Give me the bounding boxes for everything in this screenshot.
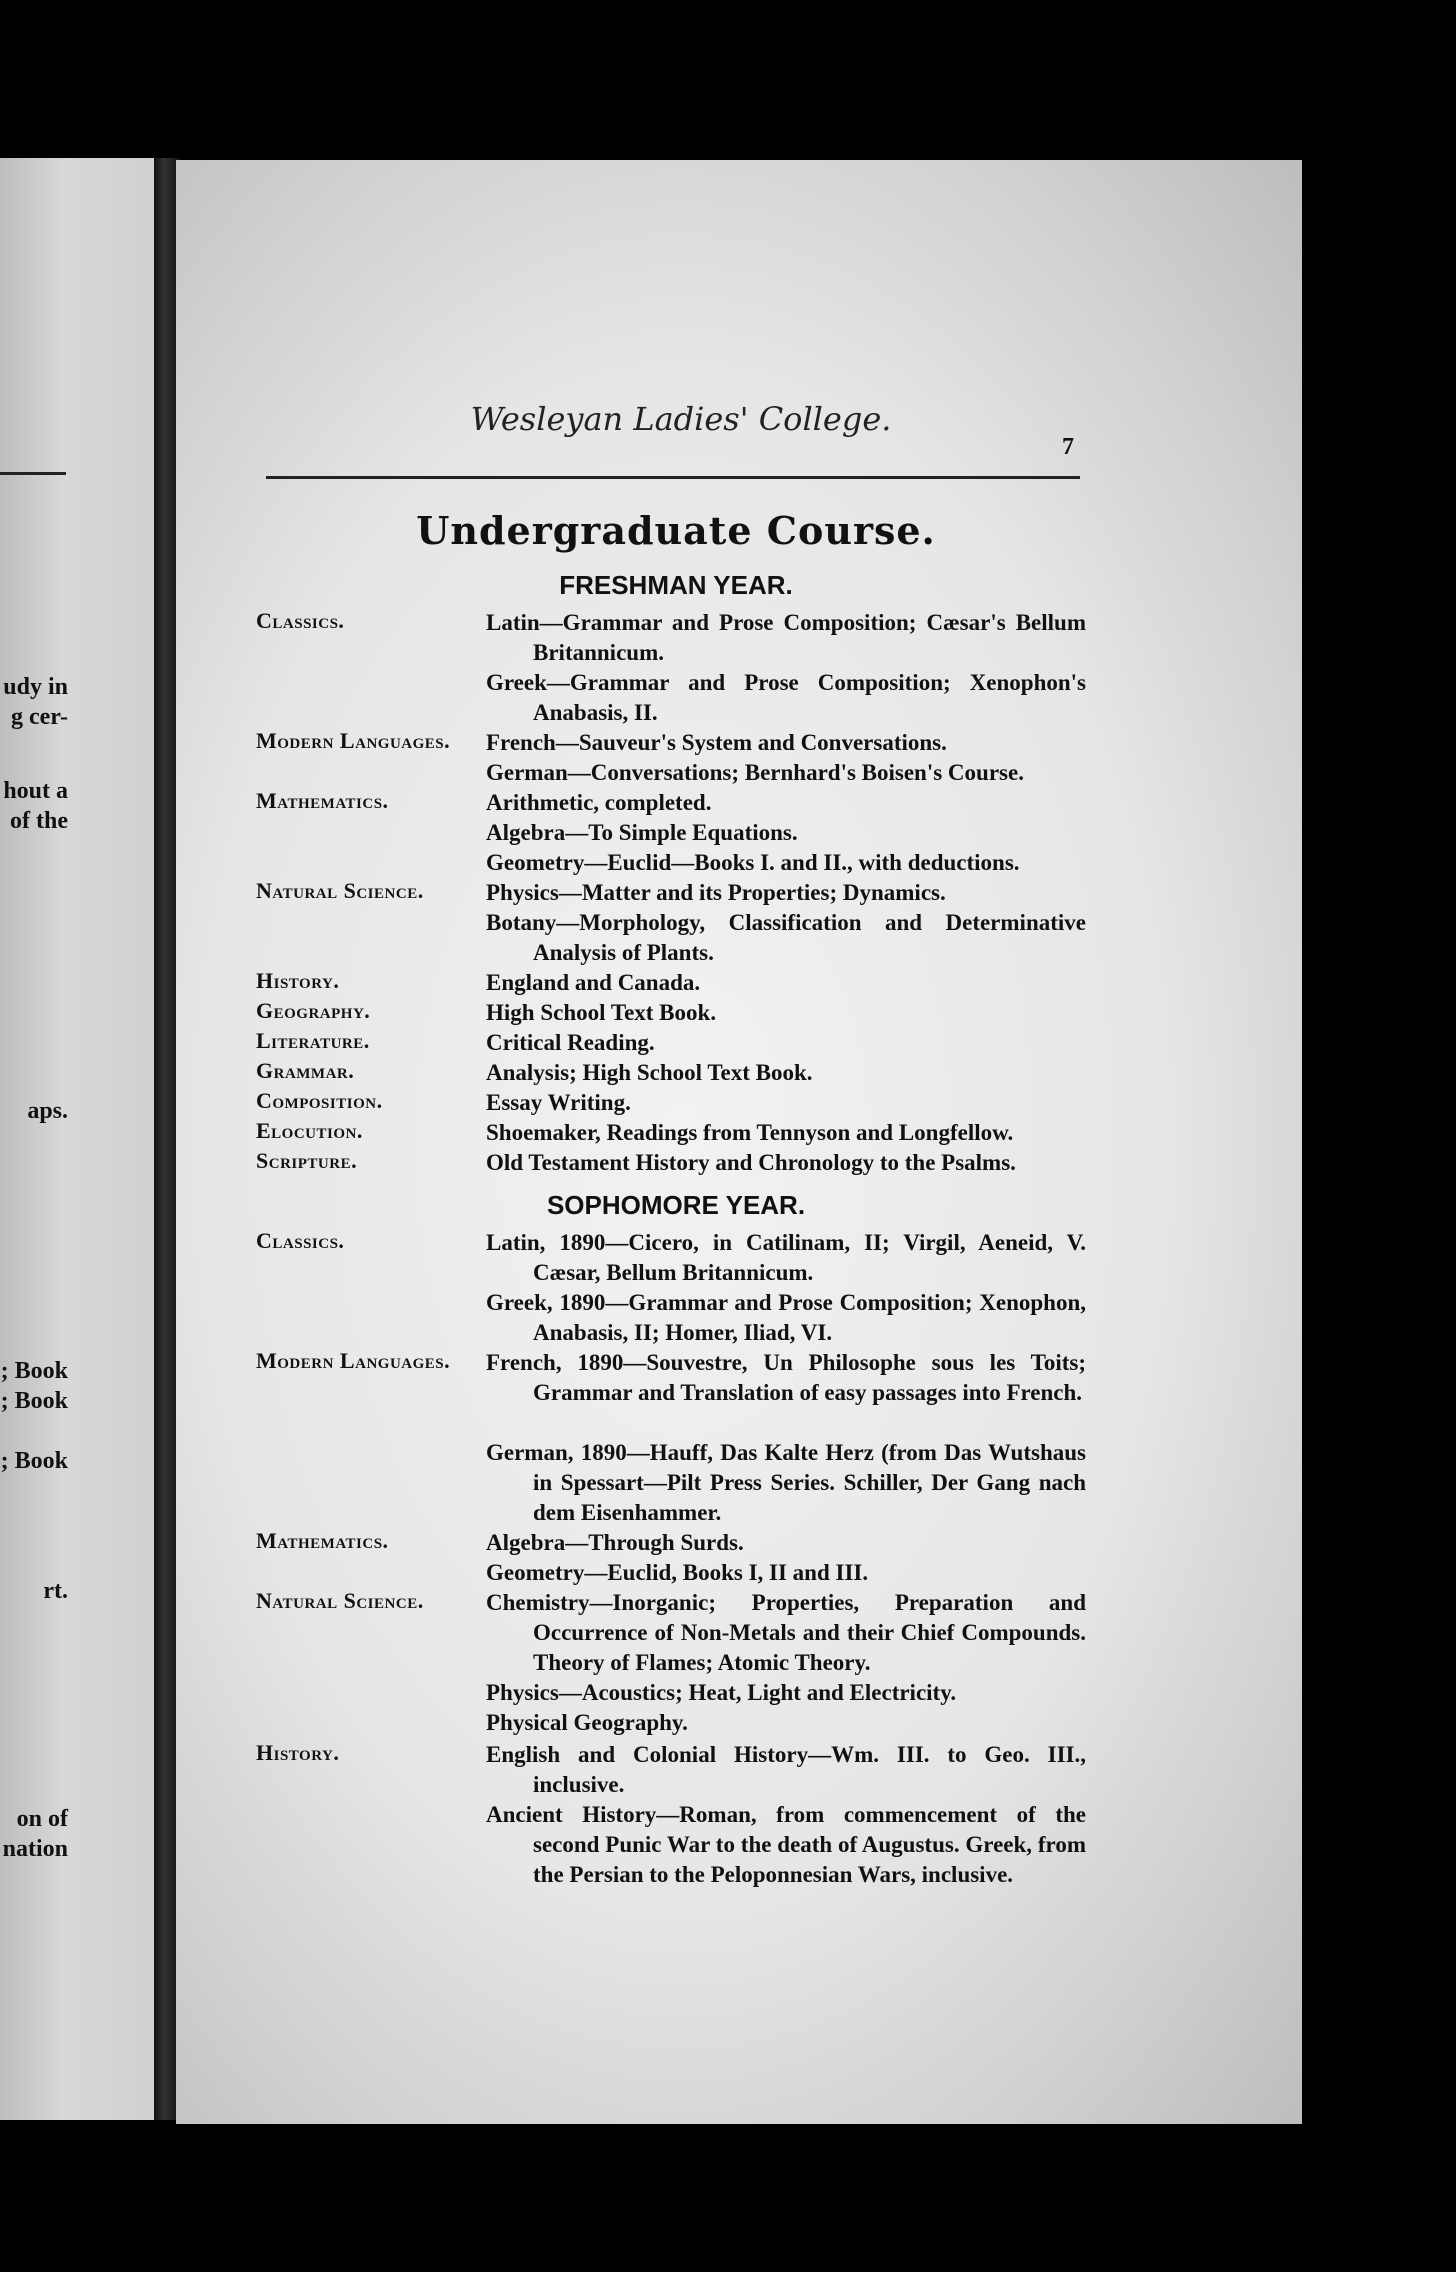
course-entry: English and Colonial History—Wm. III. to Geo. III., inclusive. xyxy=(486,1742,1086,1797)
course-entry: Old Testament History and Chronology to the Psalms. xyxy=(486,1150,1016,1175)
header-rule xyxy=(266,476,1080,479)
facing-page-rule xyxy=(0,472,66,475)
facing-page-fragment: g cer- xyxy=(10,704,68,730)
facing-page-fragment: of the xyxy=(10,808,68,834)
course-entry: High School Text Book. xyxy=(486,1000,717,1025)
subject-label: Mathematics. xyxy=(256,1528,389,1553)
facing-page-fragment: ; Book xyxy=(0,1448,68,1474)
facing-page-fragment: hout a xyxy=(3,778,68,804)
document-page xyxy=(176,160,1302,2124)
facing-page-fragment: udy in xyxy=(3,674,68,700)
course-entry: Ancient History—Roman, from commencement of the second Punic War to the death of Augustus. Greek, from the Persian to the Peloponnesian Wars, inclusive. xyxy=(486,1802,1086,1887)
course-entry: Algebra—Through Surds. xyxy=(486,1530,744,1555)
subject-label: Classics. xyxy=(256,608,345,633)
course-entry: Latin, 1890—Cicero, in Catilinam, II; Virgil, Aeneid, V. Cæsar, Bellum Britannicum. xyxy=(486,1230,1086,1285)
course-entry: England and Canada. xyxy=(486,970,701,995)
page-number: 7 xyxy=(1062,434,1074,460)
course-entry: Greek—Grammar and Prose Composition; Xenophon's Anabasis, II. xyxy=(486,670,1086,725)
course-entry: Physics—Matter and its Properties; Dynamics. xyxy=(486,880,946,905)
section-heading-sophomore: SOPHOMORE YEAR. xyxy=(546,1190,806,1220)
course-entry: Greek, 1890—Grammar and Prose Composition; Xenophon, Anabasis, II; Homer, Iliad, VI. xyxy=(486,1290,1086,1345)
facing-page-fragment: nation xyxy=(2,1836,68,1862)
subject-label: Composition. xyxy=(256,1088,383,1113)
running-head: Wesleyan Ladies' College. xyxy=(470,400,892,438)
subject-label: Literature. xyxy=(256,1028,370,1053)
subject-label: Elocution. xyxy=(256,1118,363,1143)
course-entry: French—Sauveur's System and Conversations. xyxy=(486,730,947,755)
subject-label: Mathematics. xyxy=(256,788,389,813)
section-heading-freshman: FRESHMAN YEAR. xyxy=(559,570,793,600)
course-entry: Geometry—Euclid—Books I. and II., with deductions. xyxy=(486,850,1020,875)
facing-page-fragment: ; Book xyxy=(0,1358,68,1384)
subject-label: Modern Languages. xyxy=(256,1348,451,1373)
subject-label: History. xyxy=(256,1740,340,1765)
subject-label: Natural Science. xyxy=(256,878,424,903)
subject-label: History. xyxy=(256,968,340,993)
subject-label: Natural Science. xyxy=(256,1588,424,1613)
course-entry: Critical Reading. xyxy=(486,1030,655,1055)
course-entry: German, 1890—Hauff, Das Kalte Herz (from Das Wutshaus in Spessart—Pilt Press Series. Schiller, Der Gang nach dem Eisenhammer. xyxy=(486,1440,1086,1525)
course-entry: Arithmetic, completed. xyxy=(486,790,712,815)
course-entry: Shoemaker, Readings from Tennyson and Longfellow. xyxy=(486,1120,1014,1145)
course-entry: Geometry—Euclid, Books I, II and III. xyxy=(486,1560,869,1585)
course-entry: Algebra—To Simple Equations. xyxy=(486,820,798,845)
course-entry: French, 1890—Souvestre, Un Philosophe sous les Toits; Grammar and Translation of easy passages into French. xyxy=(486,1350,1086,1405)
course-entry: Botany—Morphology, Classification and Determinative Analysis of Plants. xyxy=(486,910,1086,965)
subject-label: Classics. xyxy=(256,1228,345,1253)
page-title: Undergraduate Course. xyxy=(416,508,936,553)
facing-page-fragment: on of xyxy=(16,1806,68,1832)
course-entry: Analysis; High School Text Book. xyxy=(486,1060,813,1085)
course-entry: Physics—Acoustics; Heat, Light and Electricity. xyxy=(486,1680,957,1705)
subject-label: Modern Languages. xyxy=(256,728,451,753)
course-entry: German—Conversations; Bernhard's Boisen's Course. xyxy=(486,760,1024,785)
course-entry: Physical Geography. xyxy=(486,1710,688,1735)
subject-label: Grammar. xyxy=(256,1058,355,1083)
facing-page-fragment: ; Book xyxy=(0,1388,68,1414)
subject-label: Geography. xyxy=(256,998,371,1023)
subject-label: Scripture. xyxy=(256,1148,358,1173)
facing-page-fragment: aps. xyxy=(27,1098,68,1124)
facing-page xyxy=(0,158,160,2120)
course-entry: Latin—Grammar and Prose Composition; Cæsar's Bellum Britannicum. xyxy=(486,610,1086,665)
course-entry: Essay Writing. xyxy=(486,1090,631,1115)
course-entry: Chemistry—Inorganic; Properties, Preparation and Occurrence of Non-Metals and their Chief Compounds. Theory of Flames; Atomic Theory. xyxy=(486,1590,1086,1675)
facing-page-fragment: rt. xyxy=(43,1578,68,1604)
